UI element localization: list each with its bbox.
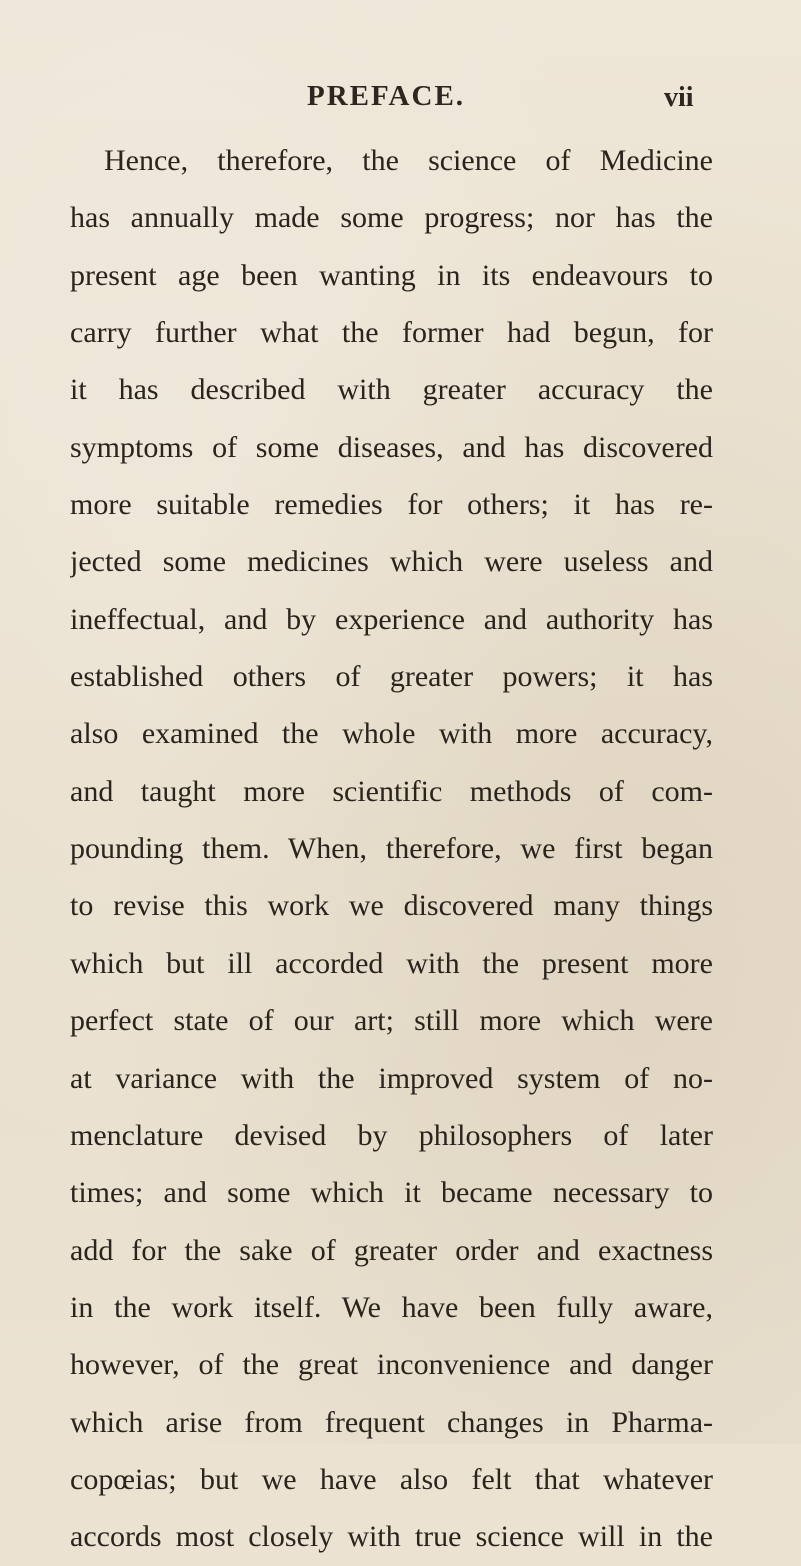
text-line-23: which arise from frequent changes in Pharma- (70, 1405, 713, 1439)
text-line-17: at variance with the improved system of no- (70, 1061, 713, 1095)
text-line-2: has annually made some progress; nor has the (70, 201, 713, 235)
text-line-13: pounding them. When, therefore, we first began (70, 832, 713, 866)
page-header (0, 76, 801, 116)
text-line-1: Hence, therefore, the science of Medicine (104, 144, 713, 177)
text-line-20: add for the sake of greater order and exactness (70, 1233, 713, 1267)
text-line-8: jected some medicines which were useless and (70, 545, 713, 579)
text-line-3: present age been wanting in its endeavours to (70, 258, 713, 292)
text-line-12: and taught more scientific methods of com- (70, 774, 713, 808)
text-line-19: times; and some which it became necessary to (70, 1176, 713, 1210)
running-title: PREFACE. (307, 80, 466, 112)
text-line-7: more suitable remedies for others; it has re- (70, 488, 713, 522)
text-line-22: however, of the great inconvenience and danger (70, 1348, 713, 1382)
text-line-25: accords most closely with true science will in the (70, 1520, 713, 1554)
text-line-5: it has described with greater accuracy the (70, 373, 713, 407)
text-line-15: which but ill accorded with the present more (70, 946, 713, 980)
text-line-9: ineffectual, and by experience and authority has (70, 602, 713, 636)
text-line-6: symptoms of some diseases, and has discovered (70, 430, 713, 464)
text-line-18: menclature devised by philosophers of later (70, 1118, 713, 1152)
text-line-16: perfect state of our art; still more which were (70, 1004, 713, 1038)
body-text (70, 132, 713, 1566)
text-line-14: to revise this work we discovered many things (70, 889, 713, 923)
text-line-11: also examined the whole with more accuracy, (70, 717, 713, 751)
page-number: vii (664, 82, 694, 113)
text-line-10: established others of greater powers; it has (70, 660, 713, 694)
text-line-24: copœias; but we have also felt that whatever (70, 1462, 713, 1496)
text-line-4: carry further what the former had begun, for (70, 316, 713, 350)
text-line-21: in the work itself. We have been fully aware, (70, 1290, 713, 1324)
